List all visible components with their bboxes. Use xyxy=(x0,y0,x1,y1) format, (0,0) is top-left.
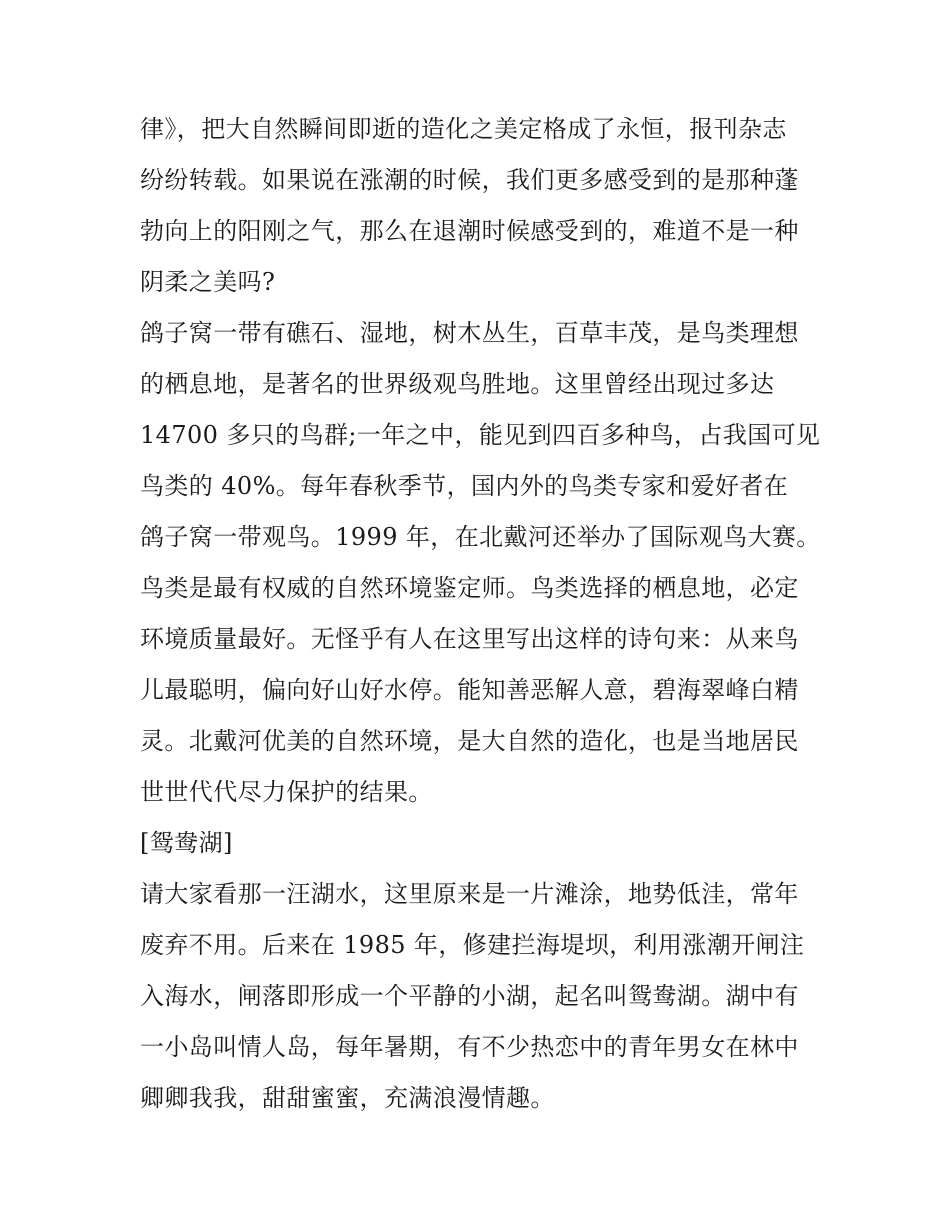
text-line: 一小岛叫情人岛，每年暑期，有不少热恋中的青年男女在林中 xyxy=(140,1033,799,1061)
text-line: 废弃不用。后来在 1985 年，修建拦海堤坝，利用涨潮开闸注 xyxy=(140,931,805,959)
text-line: 14700 多只的鸟群;一年之中，能见到四百多种鸟，占我国可见 xyxy=(140,421,821,449)
text-line: 世世代代尽力保护的结果。 xyxy=(140,778,433,806)
text-line: 入海水，闸落即形成一个平静的小湖，起名叫鸳鸯湖。湖中有 xyxy=(140,982,799,1010)
text-line: 卿卿我我，甜甜蜜蜜，充满浪漫情趣。 xyxy=(140,1084,555,1112)
text-line: 请大家看那一汪湖水，这里原来是一片滩涂，地势低洼，常年 xyxy=(140,880,799,908)
text-line: 儿最聪明，偏向好山好水停。能知善恶解人意，碧海翠峰白精 xyxy=(140,676,799,704)
text-line: 灵。北戴河优美的自然环境，是大自然的造化，也是当地居民 xyxy=(140,727,799,755)
section-heading: [鸳鸯湖] xyxy=(140,829,233,857)
text-line: 鸟类是最有权威的自然环境鉴定师。鸟类选择的栖息地，必定 xyxy=(140,574,799,602)
text-line: 阴柔之美吗? xyxy=(140,268,276,296)
text-line: 的栖息地，是著名的世界级观鸟胜地。这里曾经出现过多达 xyxy=(140,370,775,398)
text-line: 纷纷转载。如果说在涨潮的时候，我们更多感受到的是那种蓬 xyxy=(140,166,799,194)
document-body xyxy=(140,104,820,1124)
text-line: 鸽子窝一带观鸟。1999 年，在北戴河还举办了国际观鸟大赛。 xyxy=(140,523,821,551)
text-line: 勃向上的阳刚之气，那么在退潮时候感受到的，难道不是一种 xyxy=(140,217,799,245)
text-line: 鸽子窝一带有礁石、湿地，树木丛生，百草丰茂，是鸟类理想 xyxy=(140,319,799,347)
text-line: 环境质量最好。无怪乎有人在这里写出这样的诗句来：从来鸟 xyxy=(140,625,799,653)
text-line: 律》，把大自然瞬间即逝的造化之美定格成了永恒，报刊杂志 xyxy=(140,115,787,143)
text-line: 鸟类的 40%。每年春秋季节，国内外的鸟类专家和爱好者在 xyxy=(140,472,789,500)
